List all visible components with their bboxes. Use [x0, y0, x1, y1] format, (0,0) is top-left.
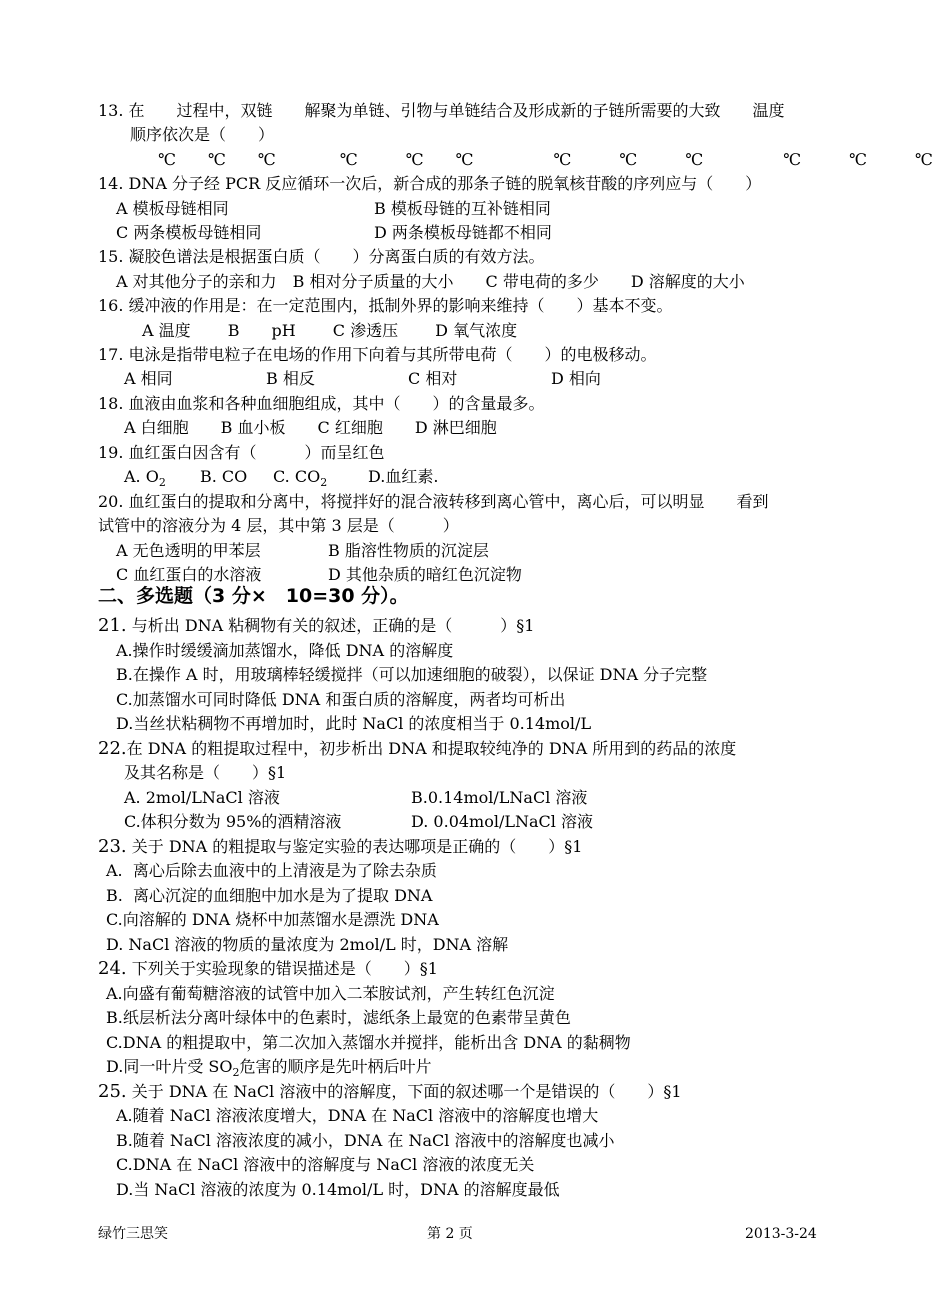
q25-option-c: C.DNA 在 NaCl 溶液中的溶解度与 NaCl 溶液的浓度无关 — [116, 1155, 535, 1174]
q16-options: A 温度 B pH C 渗透压 D 氧气浓度 — [142, 321, 518, 340]
q25-number: 25. — [98, 1081, 127, 1102]
q24-option-a: A.向盛有葡萄糖溶液的试管中加入二苯胺试剂，产生转红色沉淀 — [106, 984, 555, 1003]
q24-option-c: C.DNA 的粗提取中，第二次加入蒸馏水并搅拌，能析出含 DNA 的黏稠物 — [106, 1033, 631, 1052]
q25-stem-line — [98, 1081, 682, 1103]
q23-number: 23. — [98, 836, 127, 857]
q22-option-d: D. 0.04mol/LNaCl 溶液 — [411, 812, 593, 831]
q17-option-a: A 相同 — [124, 369, 173, 388]
q20-line2: 试管中的溶液分为 4 层，其中第 3 层是（ ） — [98, 516, 459, 535]
q19-option-a-subscript: 2 — [158, 476, 166, 489]
q13-options: ℃ ℃ ℃ ℃ ℃ ℃ ℃ ℃ ℃ ℃ ℃ ℃ — [110, 150, 933, 169]
q23-option-a: A. 离心后除去血液中的上清液是为了除去杂质 — [106, 861, 437, 880]
q23-stem-line — [98, 836, 582, 858]
q14-option-b: B 模板母链的互补链相同 — [374, 199, 551, 218]
q20-option-d: D 其他杂质的暗红色沉淀物 — [328, 565, 522, 584]
q23-option-b: B. 离心沉淀的血细胞中加水是为了提取 DNA — [106, 886, 433, 905]
footer-page-number: 第 2 页 — [427, 1226, 473, 1242]
q14-option-a: A 模板母链相同 — [116, 199, 229, 218]
q20-option-a: A 无色透明的甲苯层 — [116, 541, 261, 560]
q24-option-d — [106, 1056, 432, 1078]
q15-options: A 对其他分子的亲和力 B 相对分子质量的大小 C 带电荷的多少 D 溶解度的大小 — [116, 272, 745, 291]
q14-option-c: C 两条模板母链相同 — [116, 223, 262, 242]
footer-left: 绿竹三思笑 — [98, 1226, 168, 1242]
q23-option-c: C.向溶解的 DNA 烧杯中加蒸馏水是漂洗 DNA — [106, 910, 439, 929]
q13-line2: 顺序依次是（ ） — [130, 125, 275, 144]
q17-option-b: B 相反 — [266, 369, 315, 388]
q25-stem: 关于 DNA 在 NaCl 溶液中的溶解度，下面的叙述哪一个是错误的（ ）§1 — [131, 1082, 682, 1101]
q21-option-a: A.操作时缓缓滴加蒸馏水，降低 DNA 的溶解度 — [116, 641, 454, 660]
q22-option-b: B.0.14mol/LNaCl 溶液 — [411, 788, 588, 807]
q25-option-b: B.随着 NaCl 溶液浓度的减小，DNA 在 NaCl 溶液中的溶解度也减小 — [116, 1131, 615, 1150]
q24-option-d-tail: 危害的顺序是先叶柄后叶片 — [239, 1057, 432, 1076]
q25-option-a: A.随着 NaCl 溶液浓度增大，DNA 在 NaCl 溶液中的溶解度也增大 — [116, 1106, 599, 1125]
q24-stem-line — [98, 958, 438, 980]
q14-option-d: D 两条模板母链都不相同 — [374, 223, 552, 242]
q19-option-a — [124, 466, 166, 488]
q24-number: 24. — [98, 958, 127, 979]
q22-stem-line — [98, 738, 736, 760]
q21-option-b: B.在操作 A 时，用玻璃棒轻缓搅拌（可以加速细胞的破裂），以保证 DNA 分子完整 — [116, 665, 708, 684]
q24-option-d-subscript: 2 — [232, 1066, 240, 1079]
q24-option-b: B.纸层析法分离叶绿体中的色素时，滤纸条上最宽的色素带呈黄色 — [106, 1008, 571, 1027]
q20-option-c: C 血红蛋白的水溶液 — [116, 565, 262, 584]
q14-stem: 14. DNA 分子经 PCR 反应循环一次后，新合成的那条子链的脱氧核苷酸的序列应与（ ） — [98, 174, 762, 193]
q22-option-c: C.体积分数为 95%的酒精溶液 — [124, 812, 342, 831]
q19-stem: 19. 血红蛋白因含有（ ）而呈红色 — [98, 443, 385, 462]
q19-option-c-text: C. CO — [273, 467, 321, 486]
q20-option-b: B 脂溶性物质的沉淀层 — [328, 541, 489, 560]
q19-option-d: D.血红素. — [368, 467, 439, 486]
q15-stem: 15. 凝胶色谱法是根据蛋白质（ ）分离蛋白质的有效方法。 — [98, 247, 545, 266]
q22-number: 22. — [98, 738, 127, 759]
q21-stem-line — [98, 615, 534, 637]
q24-stem: 下列关于实验现象的错误描述是（ ）§1 — [131, 959, 438, 978]
q19-option-a-text: A. O — [124, 467, 159, 486]
q22-stem-line2: 及其名称是（ ）§1 — [124, 763, 287, 782]
q19-option-c — [273, 466, 327, 488]
q21-option-c: C.加蒸馏水可同时降低 DNA 和蛋白质的溶解度，两者均可析出 — [116, 690, 566, 709]
q13-line1: 13. 在 过程中，双链 解聚为单链、引物与单链结合及形成新的子链所需要的大致 温度 — [98, 101, 785, 120]
q16-stem: 16. 缓冲液的作用是：在一定范围内，抵制外界的影响来维持（ ）基本不变。 — [98, 296, 673, 315]
q22-stem: 在 DNA 的粗提取过程中，初步析出 DNA 和提取较纯净的 DNA 所用到的药品的浓度 — [126, 739, 737, 758]
q20-line1: 20. 血红蛋白的提取和分离中，将搅拌好的混合液转移到离心管中，离心后，可以明显 看到 — [98, 492, 769, 511]
q17-stem: 17. 电泳是指带电粒子在电场的作用下向着与其所带电荷（ ）的电极移动。 — [98, 345, 657, 364]
q17-option-d: D 相向 — [551, 369, 601, 388]
q23-option-d: D. NaCl 溶液的物质的量浓度为 2mol/L 时，DNA 溶解 — [106, 935, 509, 954]
q19-option-c-subscript: 2 — [320, 476, 328, 489]
q19-option-b: B. CO — [200, 467, 248, 486]
footer-date: 2013-3-24 — [745, 1226, 817, 1242]
q24-option-d-text: D.同一叶片受 SO — [106, 1057, 233, 1076]
q21-number: 21. — [98, 615, 127, 636]
q22-option-a: A. 2mol/LNaCl 溶液 — [124, 788, 280, 807]
q17-option-c: C 相对 — [408, 369, 458, 388]
q25-option-d: D.当 NaCl 溶液的浓度为 0.14mol/L 时，DNA 的溶解度最低 — [116, 1180, 560, 1199]
q18-stem: 18. 血液由血浆和各种血细胞组成，其中（ ）的含量最多。 — [98, 394, 545, 413]
section-heading: 二、多选题（3 分× 10=30 分）。 — [98, 585, 409, 607]
q18-options: A 白细胞 B 血小板 C 红细胞 D 淋巴细胞 — [124, 418, 497, 437]
q23-stem: 关于 DNA 的粗提取与鉴定实验的表达哪项是正确的（ ）§1 — [131, 837, 583, 856]
q21-option-d: D.当丝状粘稠物不再增加时，此时 NaCl 的浓度相当于 0.14mol/L — [116, 714, 592, 733]
q21-stem: 与析出 DNA 粘稠物有关的叙述，正确的是（ ）§1 — [131, 616, 535, 635]
